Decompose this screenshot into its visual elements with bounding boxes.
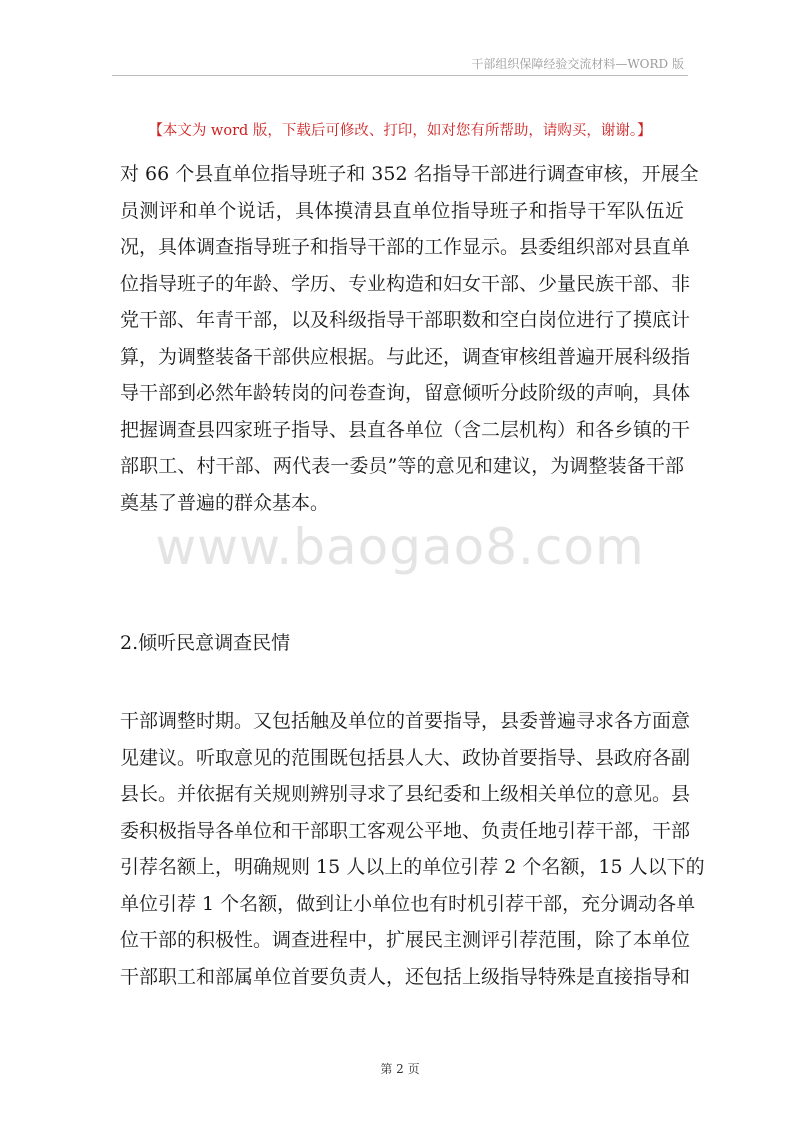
paragraph-line: 引荐名额上，明确规则 15 人以上的单位引荐 2 个名额，15 人以下的 (120, 856, 705, 878)
watermark: www.baogao8.com (155, 518, 645, 576)
paragraph-line: 县长。并依据有关规则辨别寻求了县纪委和上级相关单位的意见。县 (120, 783, 691, 805)
paragraph-line: 部职工、村干部、两代表一委员”等的意见和建议，为调整装备干部 (120, 455, 684, 477)
paragraph-line: 干部调整时期。又包括触及单位的首要指导，县委普遍寻求各方面意 (120, 710, 691, 732)
paragraph-2 (120, 703, 705, 995)
paragraph-line: 委积极指导各单位和干部职工客观公平地、负责任地引荐干部，干部 (120, 819, 691, 842)
paragraph-line: 位指导班子的年龄、学历、专业构造和妇女干部、少量民族干部、非 (120, 272, 691, 295)
page-number: 第 2 页 (380, 1062, 420, 1076)
paragraph-line: 算，为调整装备干部供应根据。与此还，调查审核组普遍开展科级指 (120, 345, 691, 368)
paragraph-line: 奠基了普遍的群众基本。 (120, 491, 330, 514)
paragraph-line: 单位引荐 1 个名额，做到让小单位也有时机引荐干部，充分调动各单 (120, 892, 696, 915)
paragraph-line: 把握调查县四家班子指导、县直各单位（含二层机构）和各乡镇的干 (120, 418, 691, 441)
paragraph-line: 干部职工和部属单位首要负责人，还包括上级指导特殊是直接指导和 (120, 965, 691, 988)
paragraph-line: 员测评和单个说话，具体摸清县直单位指导班子和指导干军队伍近 (120, 199, 684, 222)
paragraph-line: 位干部的积极性。调查进程中，扩展民主测评引荐范围，除了本单位 (120, 929, 691, 951)
paragraph-line: 见建议。听取意见的范围既包括县人大、政协首要指导、县政府各副 (120, 746, 691, 769)
document-header-title: 干部组织保障经验交流材料—WORD 版 (471, 57, 684, 71)
paragraph-line: 对 66 个县直单位指导班子和 352 名指导干部进行调查审核，开展全 (120, 163, 699, 185)
section-heading: 2.倾听民意调查民情 (120, 632, 291, 654)
paragraph-line: 况，具体调查指导班子和指导干部的工作显示。县委组织部对县直单 (120, 236, 691, 258)
paragraph-line: 导干部到必然年龄转岗的问卷查询，留意倾听分歧阶级的声响，具体 (120, 382, 691, 404)
header-divider (112, 75, 688, 76)
paragraph-line: 党干部、年青干部，以及科级指导干部职数和空白岗位进行了摸底计 (120, 309, 691, 331)
purchase-notice: 【本文为 word 版，下载后可修改、打印，如对您有所帮助，请购买，谢谢。】 (148, 123, 652, 139)
paragraph-1 (120, 156, 699, 521)
